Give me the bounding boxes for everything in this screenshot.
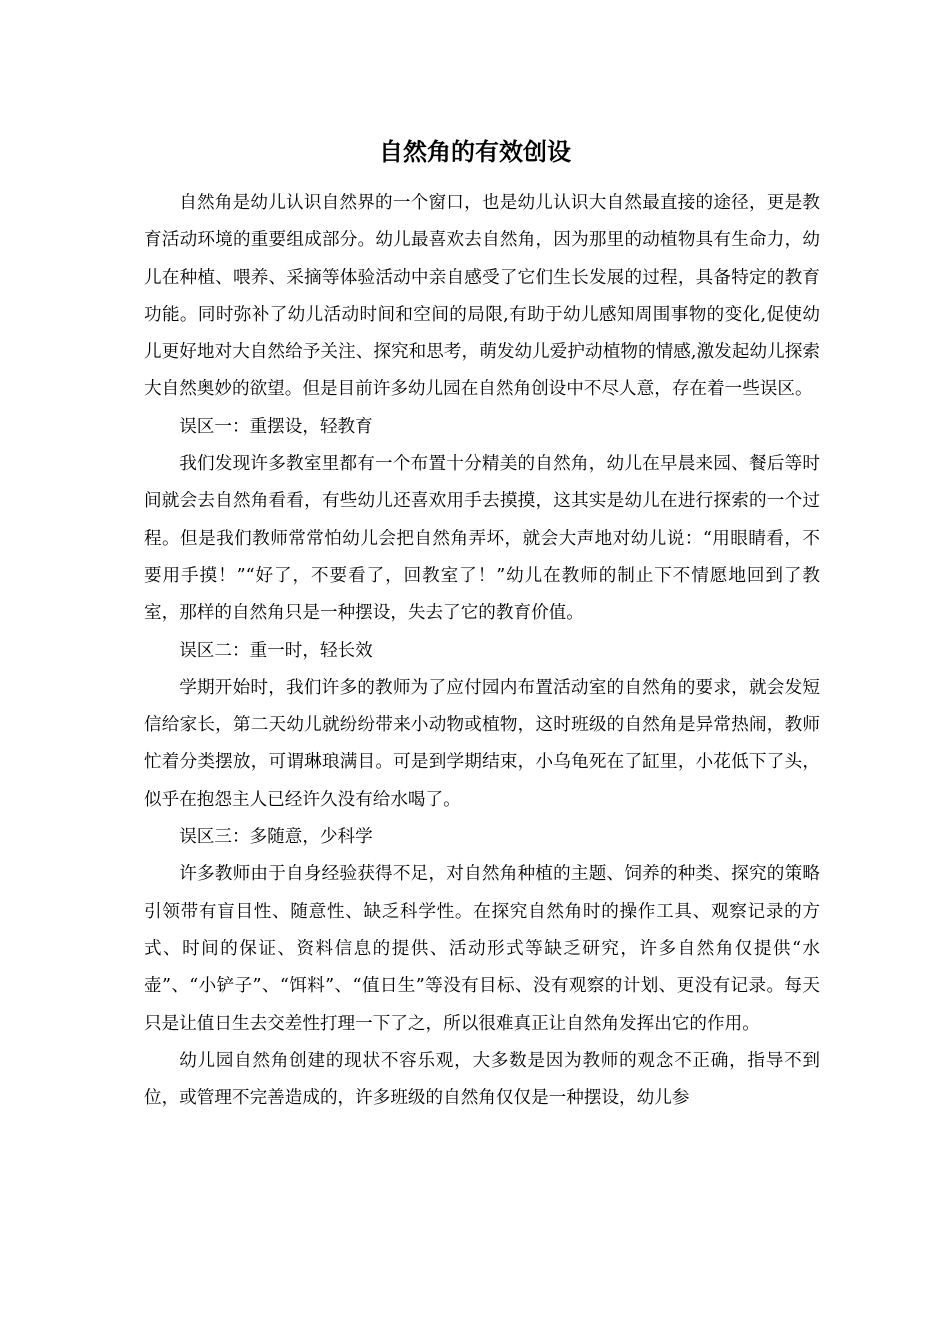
paragraph-misconception-3: 许多教师由于自身经验获得不足，对自然角种植的主题、饲养的种类、探究的策略引领带有盲目性、随意性、缺乏科学性。在探究自然角时的操作工具、观察记录的方式、时间的保证、资料信息的提供、活动形式等缺乏研究，许多自然角仅提供“水壶”、“小铲子”、“饵料”、“值日生”等没有目标、没有观察的计划、更没有记录。每天只是让值日生去交差性打理一下了之，所以很难真正让自然角发挥出它的作用。 — [144, 864, 820, 1034]
paragraph-misconception-1: 我们发现许多教室里都有一个布置十分精美的自然角，幼儿在早晨来园、餐后等时间就会去自然角看看，有些幼儿还喜欢用手去摸摸，这其实是幼儿在进行探索的一个过程。但是我们教师常常怕幼儿会把自然角弄坏，就会大声地对幼儿说：“用眼睛看，不要用手摸！”“好了，不要看了，回教室了！”幼儿在教师的制止下不情愿地回到了教室，那样的自然角只是一种摆设，失去了它的教育价值。 — [144, 454, 820, 624]
paragraph-misconception-2: 学期开始时，我们许多的教师为了应付园内布置活动室的自然角的要求，就会发短信给家长，第二天幼儿就纷纷带来小动物或植物，这时班级的自然角是异常热闹，教师忙着分类摆放，可谓琳琅满目。可是到学期结束，小乌龟死在了缸里，小花低下了头，似乎在抱怨主人已经许久没有给水喝了。 — [144, 677, 820, 810]
section-heading-misconception-2: 误区二：重一时，轻长效 — [179, 640, 373, 661]
section-heading-misconception-3: 误区三：多随意，少科学 — [179, 827, 373, 848]
document-body — [144, 185, 820, 1117]
document-title: 自然角的有效创设 — [379, 137, 571, 166]
section-heading-misconception-1: 误区一：重摆设，轻教育 — [179, 416, 373, 437]
paragraph-intro: 自然角是幼儿认识自然界的一个窗口，也是幼儿认识大自然最直接的途径，更是教育活动环境的重要组成部分。幼儿最喜欢去自然角，因为那里的动植物具有生命力，幼儿在种植、喂养、采摘等体验活动中亲自感受了它们生长发展的过程，具备特定的教育功能。同时弥补了幼儿活动时间和空间的局限,有助于幼儿感知周围事物的变化,促使幼儿更好地对大自然给予关注、探究和思考，萌发幼儿爱护动植物的情感,激发起幼儿探索大自然奥妙的欲望。但是目前许多幼儿园在自然角创设中不尽人意，存在着一些误区。 — [144, 193, 820, 400]
paragraph-conclusion: 幼儿园自然角创建的现状不容乐观，大多数是因为教师的观念不正确，指导不到位，或管理不完善造成的，许多班级的自然角仅仅是一种摆设，幼儿参 — [144, 1050, 820, 1109]
